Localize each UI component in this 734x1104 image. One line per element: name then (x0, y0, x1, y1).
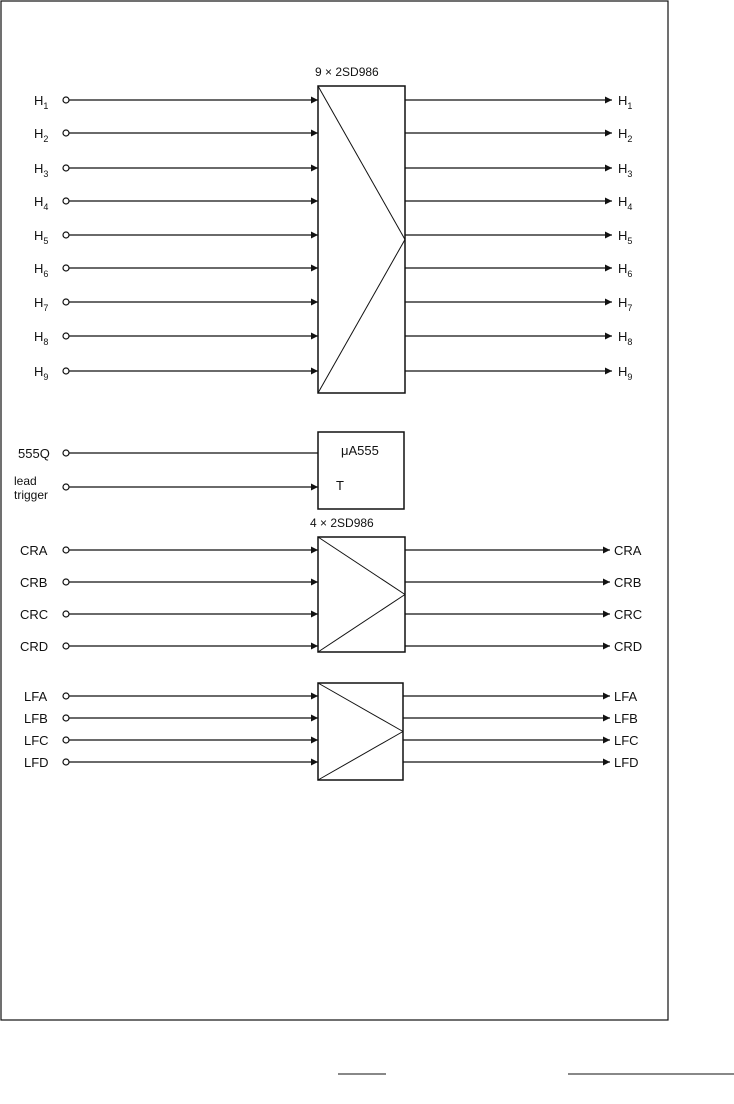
h-input-label (34, 126, 48, 144)
h-output-label-subscript: 3 (627, 169, 633, 179)
h-input-terminal (63, 299, 69, 305)
timer-input-terminal (63, 450, 69, 456)
h-output-label-subscript: 9 (627, 372, 633, 382)
h-driver-block (318, 86, 405, 393)
cr-output-label-text: CRD (614, 639, 643, 654)
lf-output-label-text: LFA (614, 689, 638, 704)
lf-output-label-text: LFB (614, 711, 638, 726)
cr-group-title: 4 × 2SD986 (310, 516, 374, 530)
h-input-label-subscript: 2 (43, 134, 49, 144)
cr-input-label-text: CRB (20, 575, 48, 590)
h-input-terminal (63, 232, 69, 238)
cr-input-label-text: CRA (20, 543, 48, 558)
h-group-title: 9 × 2SD986 (315, 65, 379, 79)
cr-driver-group (20, 537, 642, 654)
h-output-label (618, 329, 632, 347)
cr-input-label (20, 639, 48, 654)
h-input-label (34, 93, 48, 111)
lf-output-label (614, 689, 637, 704)
lf-output-label-text: LFC (614, 733, 639, 748)
h-input-label-text: H (34, 261, 44, 276)
h-input-terminal (63, 333, 69, 339)
h-output-label-text: H (618, 329, 628, 344)
h-input-label-subscript: 8 (43, 337, 49, 347)
h-output-label-subscript: 1 (627, 101, 633, 111)
h-output-label-subscript: 2 (627, 134, 633, 144)
cr-input-label (20, 607, 48, 622)
h-output-label-text: H (618, 161, 628, 176)
h-output-label (618, 126, 632, 144)
h-input-label-text: H (34, 228, 44, 243)
lf-input-label (24, 733, 49, 748)
h-output-label (618, 194, 632, 212)
h-output-label-text: H (618, 126, 628, 141)
lf-input-label (24, 689, 47, 704)
lf-output-label (614, 733, 639, 748)
cr-output-label (614, 543, 642, 558)
timer-input-label-line: lead (14, 474, 37, 488)
h-driver-group (34, 86, 632, 393)
cr-input-terminal (63, 579, 69, 585)
h-output-label-text: H (618, 364, 628, 379)
h-output-label-text: H (618, 93, 628, 108)
h-output-label (618, 161, 632, 179)
h-input-label-text: H (34, 329, 44, 344)
lf-driver-block (318, 683, 403, 780)
h-input-label-text: H (34, 93, 44, 108)
h-input-label-subscript: 4 (43, 202, 49, 212)
lf-input-label-text: LFB (24, 711, 48, 726)
h-input-terminal (63, 165, 69, 171)
timer-group (14, 432, 404, 509)
h-output-label (618, 93, 632, 111)
timer-title: μA555 (341, 443, 379, 458)
lf-input-label (24, 755, 49, 770)
lf-input-terminal (63, 737, 69, 743)
h-output-label-subscript: 7 (627, 303, 633, 313)
h-input-label (34, 329, 48, 347)
h-output-label-text: H (618, 261, 628, 276)
h-output-label (618, 261, 632, 279)
h-input-terminal (63, 97, 69, 103)
h-input-label-subscript: 7 (43, 303, 49, 313)
timer-input-label-line: trigger (14, 488, 49, 502)
cr-output-label-text: CRA (614, 543, 642, 558)
cr-output-label-text: CRB (614, 575, 642, 590)
h-input-label-text: H (34, 194, 44, 209)
h-output-label-subscript: 4 (627, 202, 633, 212)
lf-input-label-text: LFC (24, 733, 49, 748)
h-input-label-subscript: 6 (43, 269, 49, 279)
lf-output-label (614, 711, 638, 726)
h-input-label (34, 228, 48, 246)
h-input-label (34, 295, 48, 313)
lf-input-label-text: LFA (24, 689, 48, 704)
cr-driver-block (318, 537, 405, 652)
h-output-label (618, 364, 632, 382)
timer-input-label-555q: 555Q (18, 446, 50, 461)
h-input-label-subscript: 9 (43, 372, 49, 382)
lf-input-terminal (63, 759, 69, 765)
h-input-terminal (63, 368, 69, 374)
cr-output-label-text: CRC (614, 607, 643, 622)
h-input-terminal (63, 198, 69, 204)
h-output-label-text: H (618, 228, 628, 243)
cr-input-label (20, 575, 47, 590)
timer-trigger-pin-label: T (336, 478, 344, 493)
h-input-terminal (63, 265, 69, 271)
h-input-label-text: H (34, 364, 44, 379)
h-output-label-subscript: 5 (627, 236, 633, 246)
cr-input-terminal (63, 643, 69, 649)
lf-input-label-text: LFD (24, 755, 49, 770)
h-input-label (34, 261, 48, 279)
h-output-label-text: H (618, 194, 628, 209)
cr-output-label (614, 639, 642, 654)
cr-input-terminal (63, 611, 69, 617)
h-input-label-text: H (34, 126, 44, 141)
lf-driver-group (24, 683, 639, 780)
h-output-label (618, 228, 632, 246)
h-input-label-subscript: 3 (43, 169, 49, 179)
cr-input-label (20, 543, 48, 558)
cr-input-terminal (63, 547, 69, 553)
h-input-label-subscript: 5 (43, 236, 49, 246)
h-input-label (34, 194, 48, 212)
cr-input-label-text: CRD (20, 639, 49, 654)
cr-input-label-text: CRC (20, 607, 49, 622)
timer-input-label-lead-trigger (14, 474, 48, 502)
h-output-label (618, 295, 632, 313)
cr-output-label (614, 575, 641, 590)
lf-input-label (24, 711, 48, 726)
lf-input-terminal (63, 715, 69, 721)
lf-output-label (614, 755, 639, 770)
h-input-label (34, 364, 48, 382)
h-output-label-subscript: 6 (627, 269, 633, 279)
h-input-label-text: H (34, 161, 44, 176)
lf-input-terminal (63, 693, 69, 699)
h-input-terminal (63, 130, 69, 136)
timer-trigger-terminal (63, 484, 69, 490)
lf-output-label-text: LFD (614, 755, 639, 770)
h-output-label-text: H (618, 295, 628, 310)
h-input-label-subscript: 1 (43, 101, 49, 111)
cr-output-label (614, 607, 642, 622)
h-output-label-subscript: 8 (627, 337, 633, 347)
h-input-label (34, 161, 48, 179)
h-input-label-text: H (34, 295, 44, 310)
